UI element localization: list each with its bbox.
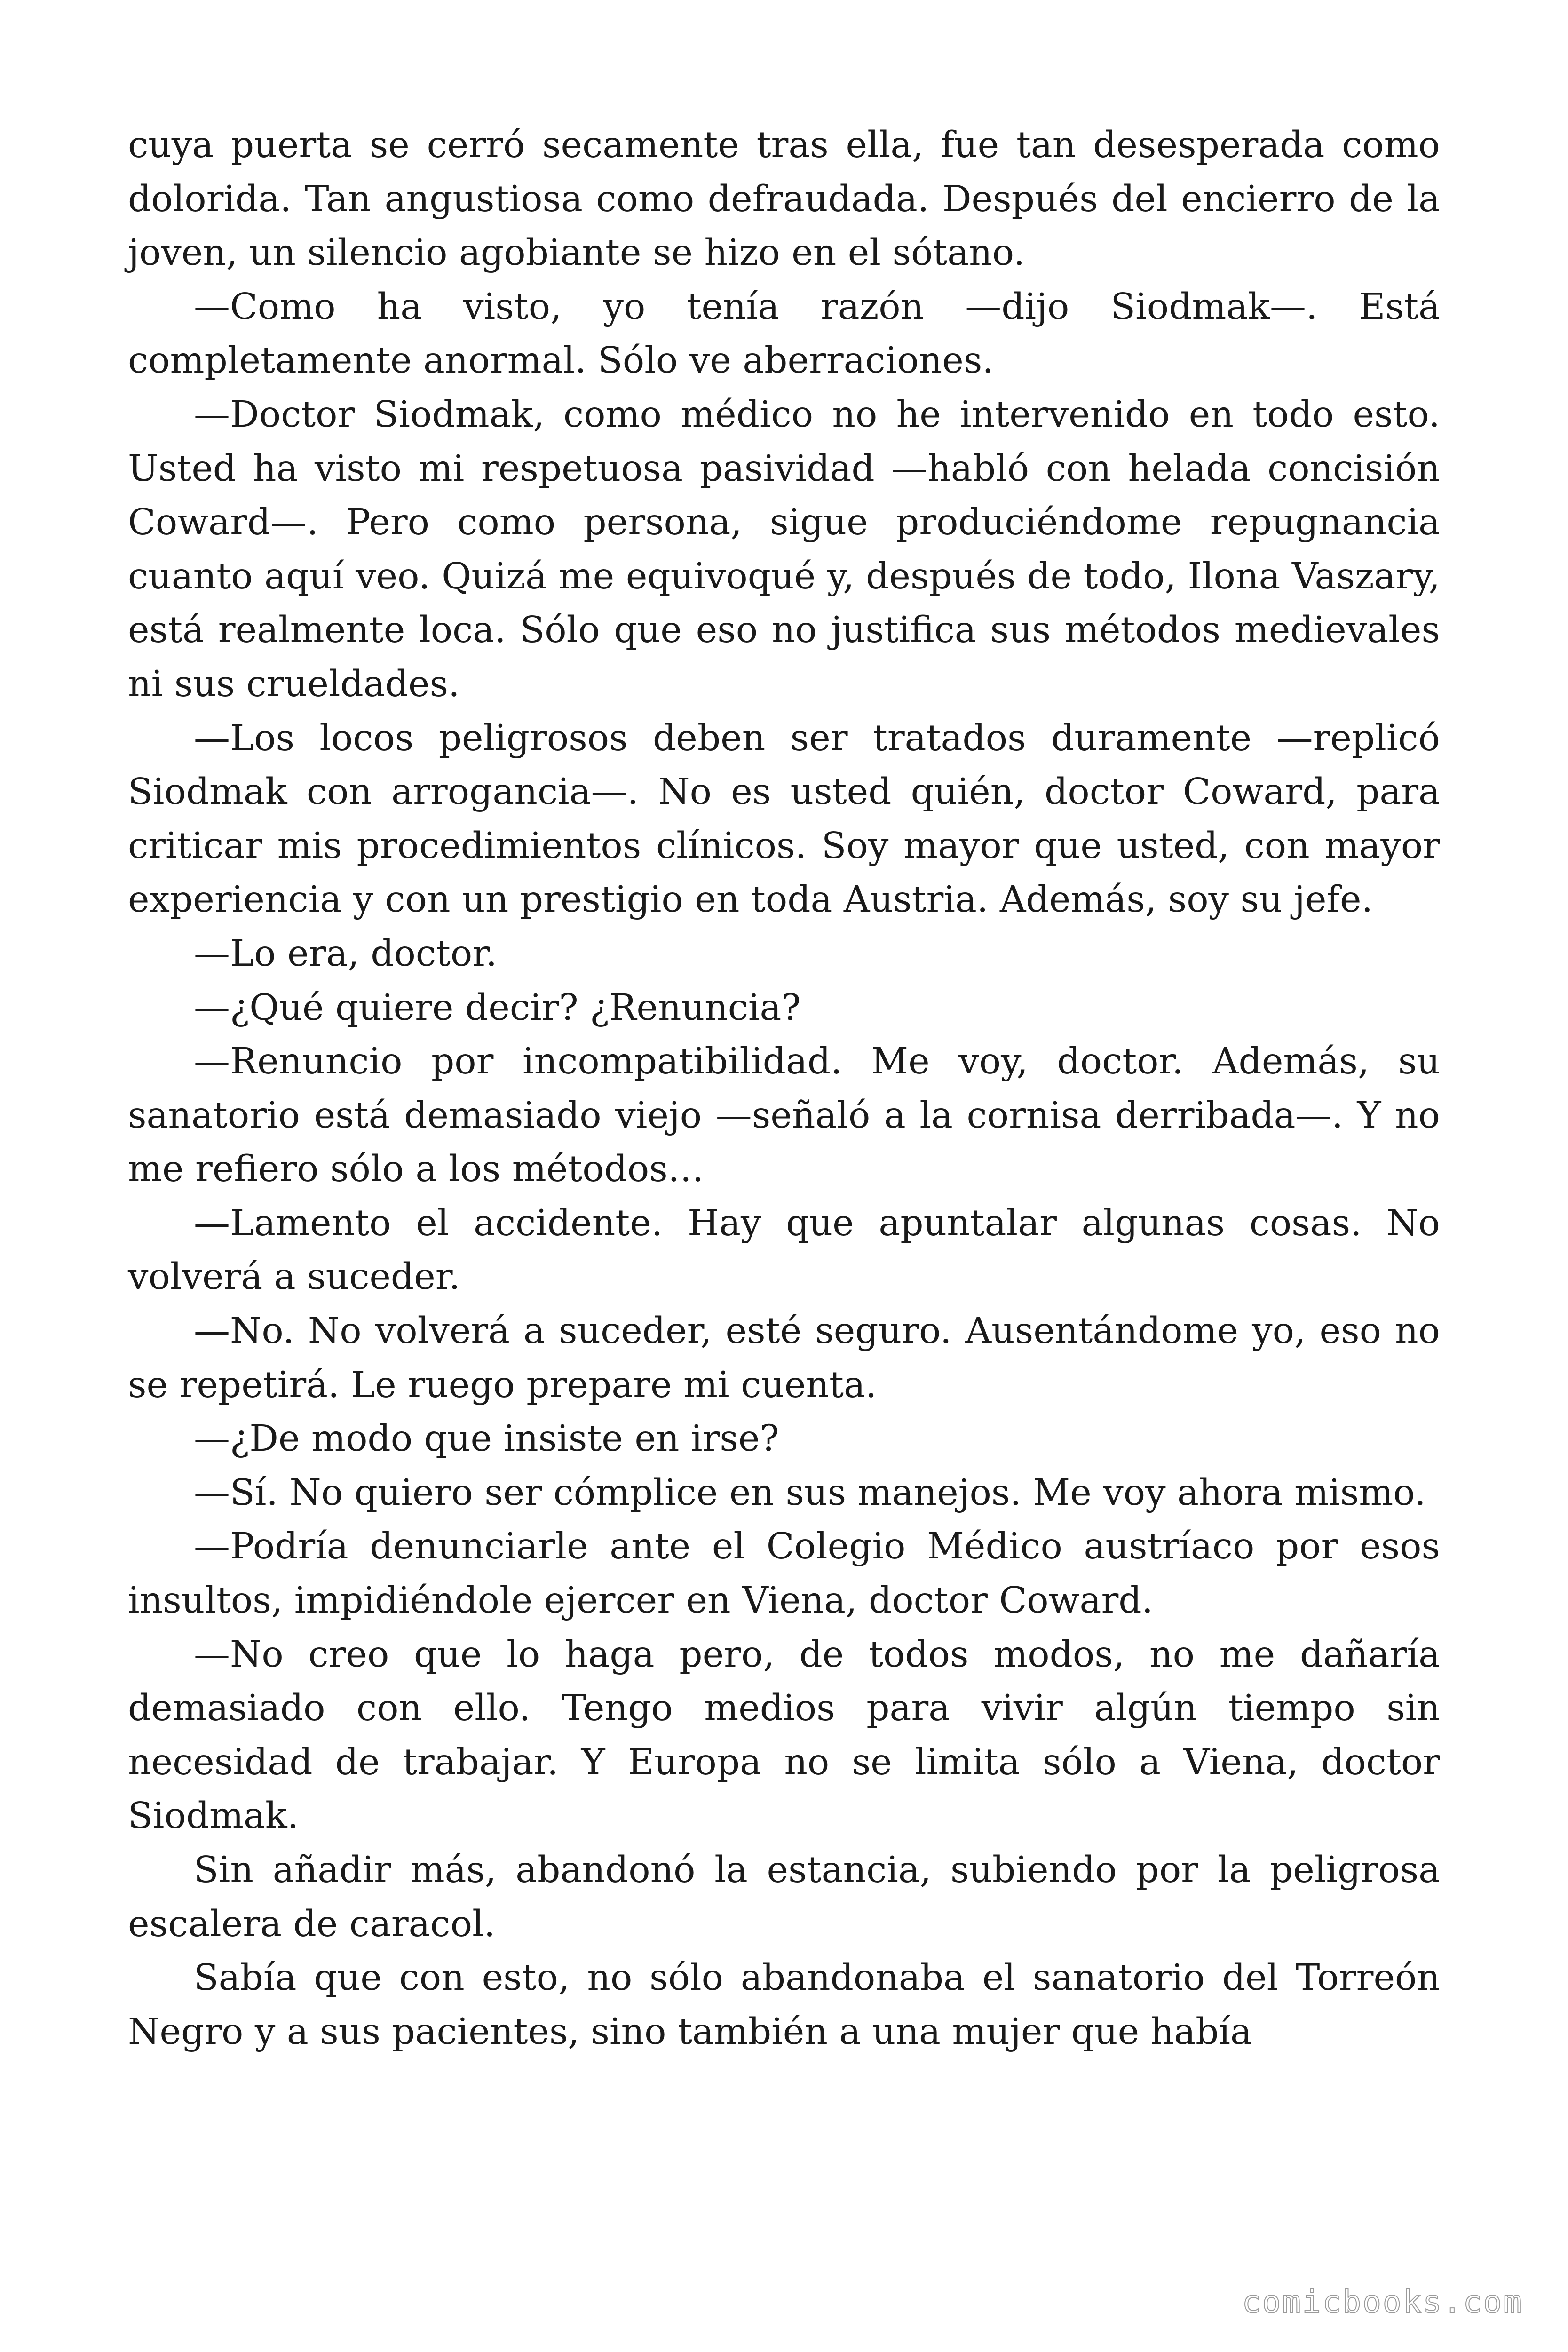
paragraph: Sin añadir más, abandonó la estancia, subiendo por la peligrosa escalera de caracol. [128, 1849, 1440, 1945]
page-text [128, 119, 1440, 2059]
paragraph: —Renuncio por incompatibilidad. Me voy, doctor. Además, su sanatorio está demasiado viejo —señaló a la cornisa derribada—. Y no me refiero sólo a los métodos… [128, 1041, 1440, 1191]
paragraph: —No. No volverá a suceder, esté seguro. Ausentándome yo, eso no se repetirá. Le ruego prepare mi cuenta. [128, 1310, 1440, 1406]
paragraph: Sabía que con esto, no sólo abandonaba el sanatorio del Torreón Negro y a sus pacientes, sino también a una mujer que había [128, 1957, 1440, 2053]
watermark: comicbooks.com [1242, 2284, 1523, 2320]
paragraph: —Podría denunciarle ante el Colegio Médico austríaco por esos insultos, impidiéndole ejercer en Viena, doctor Coward. [128, 1526, 1440, 1622]
paragraph: —Como ha visto, yo tenía razón —dijo Siodmak—. Está completamente anormal. Sólo ve aberraciones. [128, 286, 1440, 382]
paragraph: —Doctor Siodmak, como médico no he intervenido en todo esto. Usted ha visto mi respetuosa pasividad —habló con helada concisión Coward—. Pero como persona, sigue produciéndome repugnancia cuanto aquí veo. Quizá me equivoqué y, después de todo, Ilona Vaszary, está realmente loca. Sólo que eso no justifica sus métodos medievales ni sus crueldades. [128, 393, 1440, 705]
paragraph: —¿De modo que insiste en irse? [194, 1418, 779, 1460]
paragraph: —No creo que lo haga pero, de todos modos, no me dañaría demasiado con ello. Tengo medios para vivir algún tiempo sin necesidad de trabajar. Y Europa no se limita sólo a Viena, doctor Siodmak. [128, 1633, 1440, 1837]
paragraph: —Lamento el accidente. Hay que apuntalar algunas cosas. No volverá a suceder. [128, 1202, 1440, 1298]
paragraph: —¿Qué quiere decir? ¿Renuncia? [194, 986, 801, 1029]
paragraph: cuya puerta se cerró secamente tras ella, fue tan desesperada como dolorida. Tan angustiosa como defraudada. Después del encierro de la joven, un silencio agobiante se hizo en el sótano. [128, 124, 1440, 274]
paragraph: —Los locos peligrosos deben ser tratados duramente —replicó Siodmak con arrogancia—. No es usted quién, doctor Coward, para criticar mis procedimientos clínicos. Soy mayor que usted, con mayor experiencia y con un prestigio en toda Austria. Además, soy su jefe. [128, 717, 1440, 921]
paragraph: —Sí. No quiero ser cómplice en sus manejos. Me voy ahora mismo. [194, 1471, 1426, 1514]
paragraph: —Lo era, doctor. [194, 932, 498, 975]
